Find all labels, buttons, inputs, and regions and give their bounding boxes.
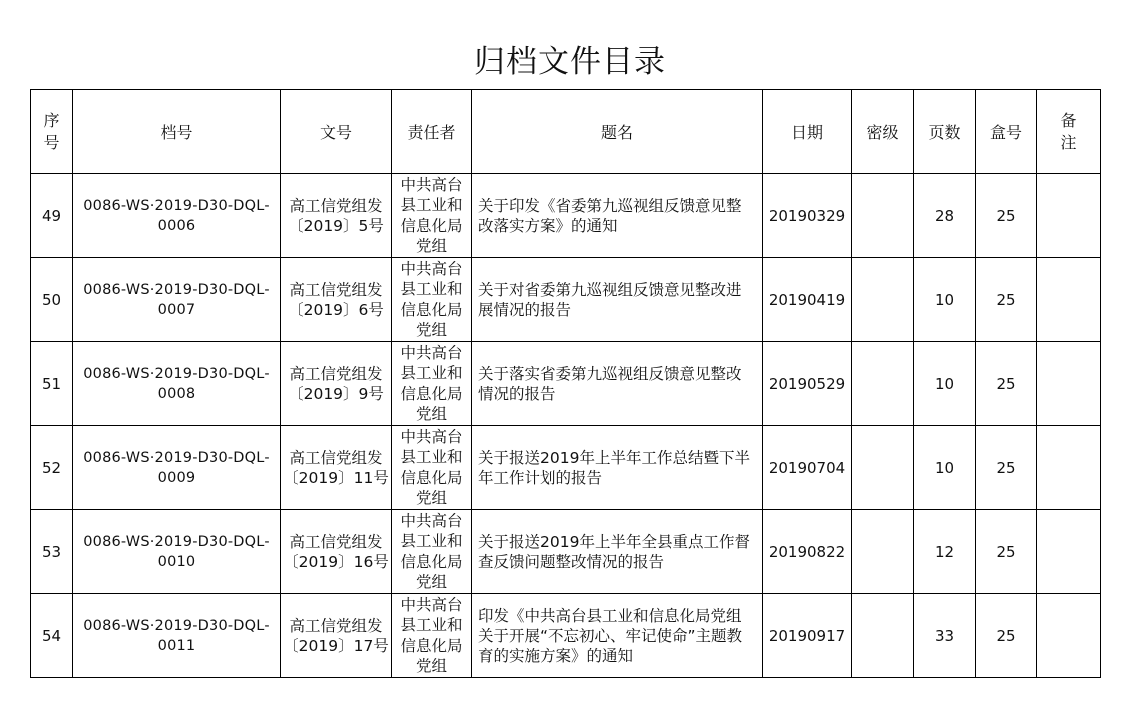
cell-remarks <box>1037 594 1101 678</box>
cell-seq: 54 <box>31 594 73 678</box>
page-title: 归档文件目录 <box>474 44 666 80</box>
cell-box: 25 <box>976 594 1037 678</box>
header-remarks: 备注 <box>1037 90 1101 174</box>
cell-date: 20190917 <box>763 594 852 678</box>
cell-pages: 33 <box>914 594 976 678</box>
header-date: 日期 <box>763 90 852 174</box>
table-row <box>31 510 1101 594</box>
cell-doc-no: 高工信党组发 〔2019〕16号 <box>281 510 392 594</box>
cell-responsible: 中共高台县工业和信息化局党组 <box>392 594 472 678</box>
header-seq: 序号 <box>31 90 73 174</box>
cell-box: 25 <box>976 258 1037 342</box>
cell-pages: 10 <box>914 342 976 426</box>
cell-pages: 10 <box>914 426 976 510</box>
header-box: 盒号 <box>976 90 1037 174</box>
cell-remarks <box>1037 174 1101 258</box>
cell-security <box>852 342 914 426</box>
table-row <box>31 594 1101 678</box>
cell-box: 25 <box>976 342 1037 426</box>
cell-date: 20190529 <box>763 342 852 426</box>
cell-responsible: 中共高台县工业和信息化局党组 <box>392 510 472 594</box>
cell-security <box>852 594 914 678</box>
cell-security <box>852 426 914 510</box>
cell-box: 25 <box>976 174 1037 258</box>
cell-archive-no: 0086-WS·2019-D30-DQL- 0011 <box>73 594 281 678</box>
cell-security <box>852 510 914 594</box>
cell-doc-no: 高工信党组发 〔2019〕11号 <box>281 426 392 510</box>
table-row <box>31 426 1101 510</box>
cell-archive-no: 0086-WS·2019-D30-DQL- 0009 <box>73 426 281 510</box>
cell-doc-no: 高工信党组发 〔2019〕9号 <box>281 342 392 426</box>
header-row <box>31 90 1101 174</box>
cell-date: 20190704 <box>763 426 852 510</box>
cell-doc-no: 高工信党组发 〔2019〕6号 <box>281 258 392 342</box>
cell-archive-no: 0086-WS·2019-D30-DQL- 0007 <box>73 258 281 342</box>
cell-responsible: 中共高台县工业和信息化局党组 <box>392 342 472 426</box>
cell-responsible: 中共高台县工业和信息化局党组 <box>392 174 472 258</box>
cell-seq: 49 <box>31 174 73 258</box>
header-subject: 题名 <box>472 90 763 174</box>
cell-responsible: 中共高台县工业和信息化局党组 <box>392 258 472 342</box>
cell-pages: 10 <box>914 258 976 342</box>
cell-date: 20190822 <box>763 510 852 594</box>
table-row <box>31 258 1101 342</box>
cell-security <box>852 258 914 342</box>
header-doc-no: 文号 <box>281 90 392 174</box>
archive-catalog-table <box>30 89 1101 678</box>
cell-seq: 51 <box>31 342 73 426</box>
cell-pages: 12 <box>914 510 976 594</box>
cell-box: 25 <box>976 426 1037 510</box>
cell-doc-no: 高工信党组发 〔2019〕5号 <box>281 174 392 258</box>
cell-doc-no: 高工信党组发 〔2019〕17号 <box>281 594 392 678</box>
cell-responsible: 中共高台县工业和信息化局党组 <box>392 426 472 510</box>
cell-remarks <box>1037 258 1101 342</box>
cell-remarks <box>1037 426 1101 510</box>
cell-seq: 53 <box>31 510 73 594</box>
cell-archive-no: 0086-WS·2019-D30-DQL- 0006 <box>73 174 281 258</box>
cell-subject: 印发《中共高台县工业和信息化局党组关于开展“不忘初心、牢记使命”主题教育的实施方案》的通知 <box>472 594 763 678</box>
cell-subject: 关于印发《省委第九巡视组反馈意见整改落实方案》的通知 <box>472 174 763 258</box>
header-responsible: 责任者 <box>392 90 472 174</box>
cell-box: 25 <box>976 510 1037 594</box>
cell-subject: 关于落实省委第九巡视组反馈意见整改情况的报告 <box>472 342 763 426</box>
header-archive-no: 档号 <box>73 90 281 174</box>
cell-date: 20190419 <box>763 258 852 342</box>
table-row <box>31 174 1101 258</box>
cell-seq: 50 <box>31 258 73 342</box>
cell-subject: 关于报送2019年上半年工作总结暨下半年工作计划的报告 <box>472 426 763 510</box>
table-row <box>31 342 1101 426</box>
cell-subject: 关于对省委第九巡视组反馈意见整改进展情况的报告 <box>472 258 763 342</box>
header-pages: 页数 <box>914 90 976 174</box>
cell-seq: 52 <box>31 426 73 510</box>
cell-archive-no: 0086-WS·2019-D30-DQL- 0010 <box>73 510 281 594</box>
cell-remarks <box>1037 342 1101 426</box>
cell-remarks <box>1037 510 1101 594</box>
cell-subject: 关于报送2019年上半年全县重点工作督查反馈问题整改情况的报告 <box>472 510 763 594</box>
cell-pages: 28 <box>914 174 976 258</box>
cell-security <box>852 174 914 258</box>
cell-archive-no: 0086-WS·2019-D30-DQL- 0008 <box>73 342 281 426</box>
header-security: 密级 <box>852 90 914 174</box>
cell-date: 20190329 <box>763 174 852 258</box>
